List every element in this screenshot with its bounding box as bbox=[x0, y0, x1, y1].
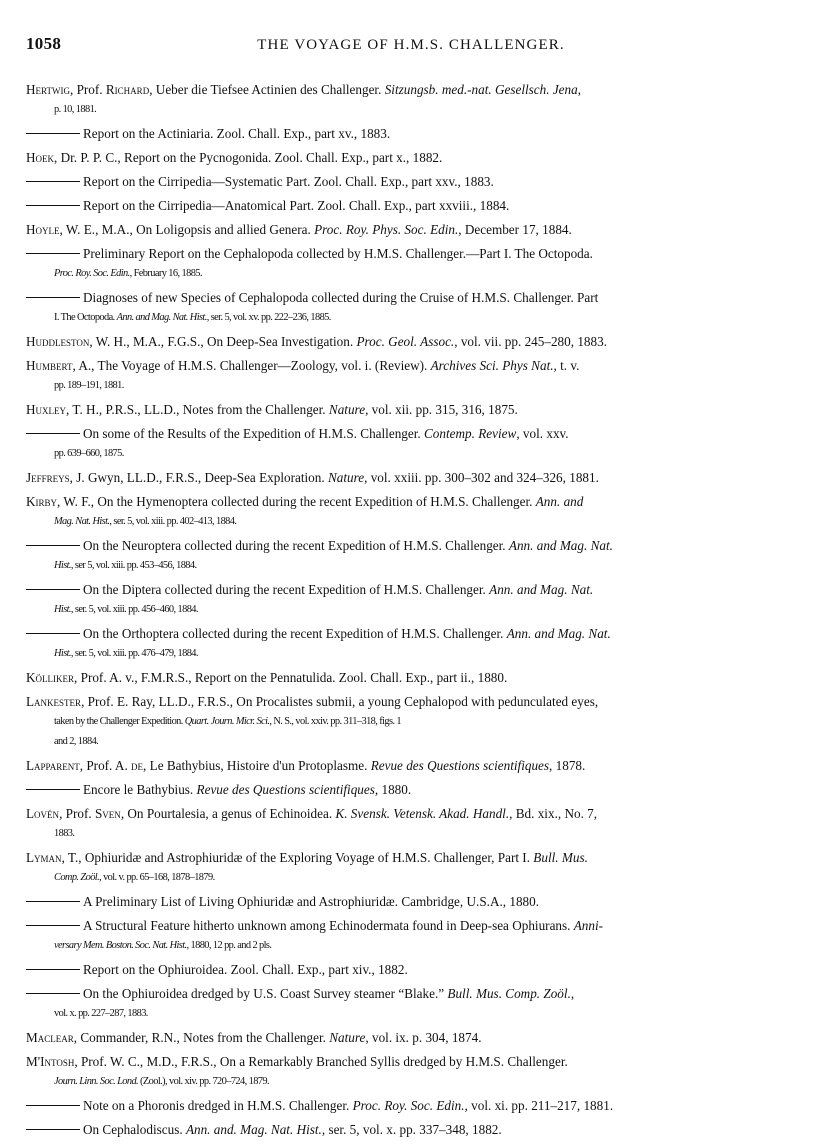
journal-title: Quart. Journ. Micr. Sci. bbox=[184, 716, 270, 727]
citation-text: , Bd. xix., No. 7, bbox=[509, 806, 598, 821]
journal-title: Ann. and. Mag. Nat. Hist. bbox=[185, 1122, 322, 1137]
ditto-dash bbox=[26, 433, 80, 434]
citation-text: , Le Bathybius, Histoire d'un Protoplasme. bbox=[143, 758, 371, 773]
entry-line bbox=[26, 916, 796, 936]
bibliography-entry bbox=[26, 424, 796, 464]
citation-text: , W. H., M.A., F.G.S., On Deep-Sea Investigation. bbox=[89, 334, 357, 349]
author-name: Humbert bbox=[26, 358, 73, 373]
citation-text: , T., Ophiuridæ and Astrophiuridæ of the Exploring Voyage of H.M.S. Challenger, Part I. bbox=[61, 850, 534, 865]
citation-text: Report on the Cirripedia—Anatomical Part. Zool. Chall. Exp., part xxviii., 1884. bbox=[83, 198, 510, 213]
entry-continuation-line bbox=[26, 264, 796, 284]
entry-line bbox=[26, 220, 796, 240]
citation-text: , J. Gwyn, LL.D., F.R.S., Deep-Sea Exploration. bbox=[69, 470, 328, 485]
entry-continuation-line bbox=[26, 868, 796, 888]
citation-text: , Prof. bbox=[69, 82, 106, 97]
citation-text: , Ueber die Tiefsee Actinien des Challenger. bbox=[149, 82, 385, 97]
citation-text: , vol. xxiii. pp. 300–302 and 324–326, 1881. bbox=[364, 470, 599, 485]
journal-title: Mag. Nat. Hist. bbox=[54, 516, 110, 527]
citation-text: A Structural Feature hitherto unknown among Echinodermata found in Deep-sea Ophiurans. bbox=[83, 918, 574, 933]
bibliography-entry bbox=[26, 916, 796, 956]
entry-continuation-line bbox=[26, 100, 796, 120]
author-name: Lyman bbox=[26, 850, 62, 865]
journal-title: Proc. Roy. Soc. Edin. bbox=[54, 268, 130, 279]
citation-text: , ser. 5, vol. xv. pp. 222–236, 1885. bbox=[206, 312, 331, 323]
entry-line bbox=[26, 580, 796, 600]
citation-text: , Prof. A. bbox=[79, 758, 132, 773]
entry-line bbox=[26, 356, 796, 376]
entry-line bbox=[26, 148, 796, 168]
bibliography-entry bbox=[26, 960, 796, 980]
entry-line bbox=[26, 492, 796, 512]
journal-title: Proc. Roy. Soc. Edin. bbox=[352, 1098, 465, 1113]
bibliography-entry bbox=[26, 172, 796, 192]
bibliography-entry bbox=[26, 288, 796, 328]
citation-text: , 1880, 12 pp. and 2 pls. bbox=[186, 940, 272, 951]
citation-text: , vol. xxv. bbox=[516, 426, 569, 441]
entry-line bbox=[26, 172, 796, 192]
author-name: de bbox=[131, 758, 144, 773]
ditto-dash bbox=[26, 925, 80, 926]
author-name: Lapparent bbox=[26, 758, 80, 773]
journal-title: Revue des Questions scientifiques bbox=[370, 758, 550, 773]
ditto-dash bbox=[26, 789, 80, 790]
bibliography-entry bbox=[26, 668, 796, 688]
citation-text: 1883. bbox=[54, 828, 75, 839]
bibliography-entry bbox=[26, 220, 796, 240]
journal-title: Ann. and Mag. Nat. Hist. bbox=[116, 312, 207, 323]
entry-line bbox=[26, 244, 796, 264]
author-name: Richard bbox=[105, 82, 150, 97]
citation-text: On the Orthoptera collected during the recent Expedition of H.M.S. Challenger. bbox=[83, 626, 507, 641]
author-name: Hoek bbox=[26, 150, 55, 165]
entry-continuation-line bbox=[26, 376, 796, 396]
entry-line bbox=[26, 848, 796, 868]
citation-text: p. 10, 1881. bbox=[54, 104, 97, 115]
citation-text: , Prof. bbox=[59, 806, 95, 821]
ditto-dash bbox=[26, 253, 80, 254]
citation-text: , ser. 5, vol. xiii. pp. 476–479, 1884. bbox=[70, 648, 198, 659]
bibliography-entry bbox=[26, 756, 796, 776]
citation-text: , 1880. bbox=[374, 782, 412, 797]
journal-title: Bull. Mus. Comp. Zoöl. bbox=[447, 986, 571, 1001]
author-name: Kölliker bbox=[26, 670, 75, 685]
bibliography-entry bbox=[26, 332, 796, 352]
entry-line bbox=[26, 960, 796, 980]
citation-text: , On Pourtalesia, a genus of Echinoidea. bbox=[120, 806, 336, 821]
journal-title: Nature bbox=[329, 1030, 366, 1045]
entry-line bbox=[26, 536, 796, 556]
citation-text: Encore le Bathybius. bbox=[83, 782, 197, 797]
ditto-dash bbox=[26, 133, 80, 134]
entry-continuation-line bbox=[26, 1072, 796, 1092]
citation-text: , N. S., vol. xxiv. pp. 311–318, figs. 1 bbox=[269, 716, 402, 727]
journal-title: K. Svensk. Vetensk. Akad. Handl. bbox=[335, 806, 510, 821]
author-name: Sven bbox=[94, 806, 121, 821]
bibliography-entry bbox=[26, 80, 796, 120]
citation-text: , W. F., On the Hymenoptera collected during the recent Expedition of H.M.S. Challenger. bbox=[57, 494, 536, 509]
ditto-dash bbox=[26, 181, 80, 182]
entry-line bbox=[26, 1052, 796, 1072]
entry-line bbox=[26, 124, 796, 144]
journal-title: Hist. bbox=[54, 648, 71, 659]
citation-text: taken by the Challenger Expedition. bbox=[54, 716, 185, 727]
journal-title: Hist. bbox=[54, 604, 71, 615]
author-name: Hoyle bbox=[26, 222, 60, 237]
journal-title: Contemp. Review bbox=[424, 426, 517, 441]
citation-text: , Prof. E. Ray, LL.D., F.R.S., On Procalistes submii, a young Cephalopod with pedunculated eyes, bbox=[81, 694, 599, 709]
bibliography-entry bbox=[26, 1120, 796, 1140]
citation-text: Report on the Actiniaria. Zool. Chall. Exp., part xv., 1883. bbox=[83, 126, 391, 141]
citation-text: , Prof. A. v., F.M.R.S., Report on the Pennatulida. Zool. Chall. Exp., part ii., 1880. bbox=[74, 670, 508, 685]
citation-text: Note on a Phoronis dredged in H.M.S. Challenger. bbox=[83, 1098, 353, 1113]
entry-line bbox=[26, 400, 796, 420]
citation-text: , vol. ix. p. 304, 1874. bbox=[365, 1030, 482, 1045]
entry-continuation-line bbox=[26, 644, 796, 664]
citation-text: , bbox=[570, 986, 575, 1001]
citation-text: , T. H., P.R.S., LL.D., Notes from the Challenger. bbox=[66, 402, 329, 417]
entry-line bbox=[26, 692, 796, 712]
entry-continuation-line bbox=[26, 444, 796, 464]
citation-text: , Prof. W. C., M.D., F.R.S., On a Remarkably Branched Syllis dredged by H.M.S. Challenger. bbox=[74, 1054, 568, 1069]
citation-text: vol. x. pp. 227–287, 1883. bbox=[54, 1008, 148, 1019]
citation-text: , W. E., M.A., On Loligopsis and allied Genera. bbox=[59, 222, 315, 237]
bibliography-entry bbox=[26, 536, 796, 576]
bibliography-entry bbox=[26, 468, 796, 488]
citation-text: , ser. 5, vol. xiii. pp. 402–413, 1884. bbox=[109, 516, 237, 527]
entry-line bbox=[26, 804, 796, 824]
author-name: M'Intosh bbox=[26, 1054, 75, 1069]
journal-title: Revue des Questions scientifiques bbox=[196, 782, 375, 797]
ditto-dash bbox=[26, 297, 80, 298]
page-header bbox=[26, 34, 796, 60]
ditto-dash bbox=[26, 969, 80, 970]
journal-title: Nature bbox=[327, 470, 365, 485]
citation-text: , ser. 5, vol. x. pp. 337–348, 1882. bbox=[321, 1122, 502, 1137]
journal-title: Journ. Linn. Soc. Lond. bbox=[54, 1076, 139, 1087]
journal-title: versary Mem. Boston. Soc. Nat. Hist. bbox=[54, 940, 187, 951]
citation-text: , ser 5, vol. xiii. pp. 453–456, 1884. bbox=[70, 560, 197, 571]
author-name: Huxley bbox=[26, 402, 67, 417]
bibliography-entry bbox=[26, 984, 796, 1024]
author-name: Maclear bbox=[26, 1030, 74, 1045]
citation-text: On the Ophiuroidea dredged by U.S. Coast Survey steamer “Blake.” bbox=[83, 986, 448, 1001]
page-number: 1058 bbox=[26, 34, 62, 53]
entry-continuation-line bbox=[26, 600, 796, 620]
entry-line bbox=[26, 196, 796, 216]
citation-text: , Dr. P. P. C., Report on the Pycnogonida. Zool. Chall. Exp., part x., 1882. bbox=[54, 150, 443, 165]
journal-title: Ann. and Mag. Nat. bbox=[489, 582, 594, 597]
journal-title: Ann. and bbox=[535, 494, 584, 509]
entry-continuation-line bbox=[26, 732, 796, 752]
citation-text: pp. 639–660, 1875. bbox=[54, 448, 124, 459]
journal-title: Ann. and Mag. Nat. bbox=[508, 538, 613, 553]
citation-text: Diagnoses of new Species of Cephalopoda collected during the Cruise of H.M.S. Challenger. Part bbox=[83, 290, 599, 305]
entry-line bbox=[26, 756, 796, 776]
entry-line bbox=[26, 780, 796, 800]
author-name: Hertwig bbox=[26, 82, 70, 97]
citation-text: , Commander, R.N., Notes from the Challenger. bbox=[73, 1030, 330, 1045]
entry-continuation-line bbox=[26, 712, 796, 732]
bibliography-entry bbox=[26, 892, 796, 912]
bibliography-entry bbox=[26, 848, 796, 888]
author-name: Huddleston bbox=[26, 334, 90, 349]
citation-text: On the Neuroptera collected during the recent Expedition of H.M.S. Challenger. bbox=[83, 538, 509, 553]
bibliography-entry bbox=[26, 400, 796, 420]
entry-line bbox=[26, 468, 796, 488]
journal-title: Sitzungsb. med.-nat. Gesellsch. Jena bbox=[384, 82, 578, 97]
author-name: Kirby bbox=[26, 494, 58, 509]
bibliography-entry bbox=[26, 356, 796, 396]
citation-text: I. The Octopoda. bbox=[54, 312, 117, 323]
citation-text: , vol. v. pp. 65–168, 1878–1879. bbox=[99, 872, 215, 883]
citation-text: On Cephalodiscus. bbox=[83, 1122, 186, 1137]
entry-line bbox=[26, 892, 796, 912]
citation-text: , ser. 5, vol. xiii. pp. 456–460, 1884. bbox=[70, 604, 198, 615]
entry-line bbox=[26, 624, 796, 644]
ditto-dash bbox=[26, 901, 80, 902]
entry-continuation-line bbox=[26, 936, 796, 956]
author-name: Jeffreys bbox=[26, 470, 70, 485]
author-name: Lankester bbox=[26, 694, 82, 709]
bibliography-entry bbox=[26, 492, 796, 532]
citation-text: , February 16, 1885. bbox=[129, 268, 202, 279]
bibliography-entry bbox=[26, 580, 796, 620]
citation-text: Report on the Cirripedia—Systematic Part. Zool. Chall. Exp., part xxv., 1883. bbox=[83, 174, 494, 189]
entry-continuation-line bbox=[26, 512, 796, 532]
bibliography-entry bbox=[26, 148, 796, 168]
entry-continuation-line bbox=[26, 1004, 796, 1024]
entry-line bbox=[26, 984, 796, 1004]
bibliography-entry bbox=[26, 124, 796, 144]
entry-line bbox=[26, 668, 796, 688]
citation-text: , vol. xi. pp. 211–217, 1881. bbox=[464, 1098, 614, 1113]
entry-line bbox=[26, 1028, 796, 1048]
bibliography-entry bbox=[26, 1052, 796, 1092]
ditto-dash bbox=[26, 589, 80, 590]
journal-title: Ann. and Mag. Nat. bbox=[506, 626, 611, 641]
bibliography-list bbox=[26, 80, 796, 1144]
running-title: THE VOYAGE OF H.M.S. CHALLENGER. bbox=[257, 37, 565, 53]
citation-text: A Preliminary List of Living Ophiuridæ and Astrophiuridæ. Cambridge, U.S.A., 1880. bbox=[83, 894, 540, 909]
citation-text: On the Diptera collected during the recent Expedition of H.M.S. Challenger. bbox=[83, 582, 490, 597]
entry-line bbox=[26, 332, 796, 352]
citation-text: , December 17, 1884. bbox=[458, 222, 572, 237]
bibliography-entry bbox=[26, 624, 796, 664]
journal-title: Archives Sci. Phys Nat. bbox=[430, 358, 554, 373]
citation-text: Report on the Ophiuroidea. Zool. Chall. Exp., part xiv., 1882. bbox=[83, 962, 408, 977]
ditto-dash bbox=[26, 633, 80, 634]
citation-text: , t. v. bbox=[553, 358, 580, 373]
journal-title: Bull. Mus. bbox=[533, 850, 588, 865]
ditto-dash bbox=[26, 1129, 80, 1130]
entry-continuation-line bbox=[26, 308, 796, 328]
bibliography-entry bbox=[26, 244, 796, 284]
journal-title: Hist. bbox=[54, 560, 71, 571]
citation-text: , vol. xii. pp. 315, 316, 1875. bbox=[365, 402, 518, 417]
entry-line bbox=[26, 288, 796, 308]
author-name: Lovén bbox=[26, 806, 60, 821]
journal-title: Proc. Roy. Phys. Soc. Edin. bbox=[314, 222, 459, 237]
journal-title: Comp. Zoöl. bbox=[54, 872, 100, 883]
ditto-dash bbox=[26, 205, 80, 206]
ditto-dash bbox=[26, 1105, 80, 1106]
entry-continuation-line bbox=[26, 824, 796, 844]
citation-text: (Zool.), vol. xiv. pp. 720–724, 1879. bbox=[138, 1076, 269, 1087]
bibliography-entry bbox=[26, 196, 796, 216]
bibliography-entry bbox=[26, 780, 796, 800]
citation-text: and 2, 1884. bbox=[54, 736, 99, 747]
citation-text: pp. 189–191, 1881. bbox=[54, 380, 124, 391]
entry-line bbox=[26, 80, 796, 100]
citation-text: Preliminary Report on the Cephalopoda collected by H.M.S. Challenger.—Part I. The Octopoda. bbox=[83, 246, 593, 261]
bibliography-entry bbox=[26, 1028, 796, 1048]
journal-title: Proc. Geol. Assoc. bbox=[356, 334, 455, 349]
ditto-dash bbox=[26, 993, 80, 994]
journal-title: Nature bbox=[328, 402, 366, 417]
citation-text: , 1878. bbox=[549, 758, 586, 773]
entry-continuation-line bbox=[26, 556, 796, 576]
entry-line bbox=[26, 1120, 796, 1140]
citation-text: , A., The Voyage of H.M.S. Challenger—Zoology, vol. i. (Review). bbox=[72, 358, 431, 373]
entry-line bbox=[26, 1096, 796, 1116]
bibliography-entry bbox=[26, 804, 796, 844]
entry-line bbox=[26, 424, 796, 444]
citation-text: , vol. vii. pp. 245–280, 1883. bbox=[454, 334, 607, 349]
citation-text: , bbox=[577, 82, 582, 97]
bibliography-entry bbox=[26, 1096, 796, 1116]
bibliography-entry bbox=[26, 692, 796, 752]
journal-title: Anni- bbox=[573, 918, 604, 933]
citation-text: On some of the Results of the Expedition of H.M.S. Challenger. bbox=[83, 426, 425, 441]
ditto-dash bbox=[26, 545, 80, 546]
